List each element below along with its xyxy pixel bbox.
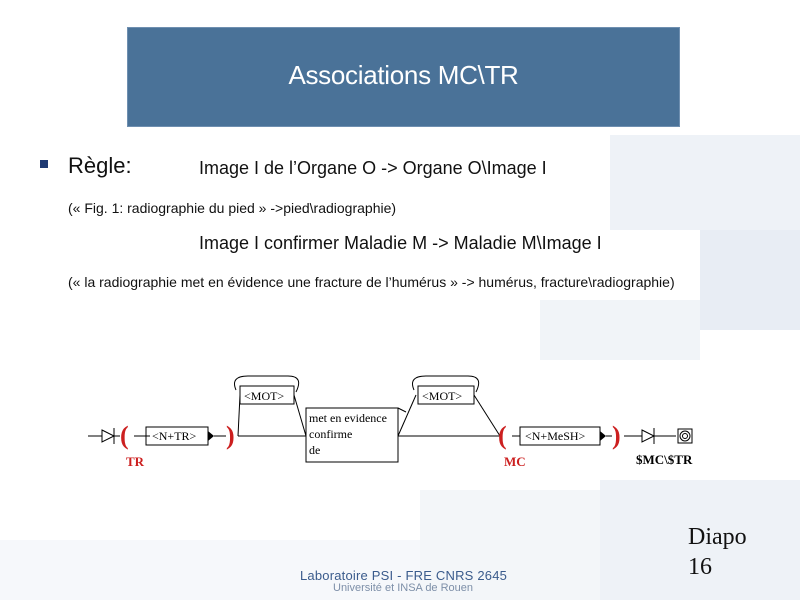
box-line-3: de <box>309 443 321 457</box>
node-mot-1: <MOT> <box>244 389 285 403</box>
rule-line-2: Image I confirmer Maladie M -> Maladie M\Image I <box>199 233 602 253</box>
grammar-graph <box>80 360 707 478</box>
bg-square <box>700 230 800 330</box>
final-state-icon <box>678 429 692 443</box>
example-line-1: (« Fig. 1: radiographie du pied » ->pied\radiographie) <box>68 200 397 216</box>
paren-close-tr: ) <box>226 421 235 450</box>
slide-counter <box>688 522 747 582</box>
output-label: $MC\$TR <box>636 452 693 467</box>
node-n-tr: <N+TR> <box>152 429 197 443</box>
paren-open-tr: ( <box>120 421 129 450</box>
box-line-1: met en evidence <box>309 411 387 425</box>
slide-counter-number: 16 <box>688 554 712 580</box>
output-arrow-icon <box>642 428 654 444</box>
label-tr: TR <box>126 454 145 469</box>
rule-label: Règle: <box>68 153 132 178</box>
footer-lab: Laboratoire PSI - FRE CNRS 2645 <box>300 568 508 583</box>
slide-title: Associations MC\TR <box>288 60 519 90</box>
entry-node-icon <box>88 428 120 444</box>
rule-line-1: Image I de l’Organe O -> Organe O\Image I <box>199 158 547 178</box>
node-n-mesh: <N+MeSH> <box>525 429 586 443</box>
title-band <box>127 27 680 127</box>
bullet-square-icon <box>40 160 48 168</box>
slide-counter-label: Diapo <box>688 524 747 550</box>
node-mot-2: <MOT> <box>422 389 463 403</box>
footer-university: Université et INSA de Rouen <box>333 582 474 594</box>
bg-square <box>610 135 800 230</box>
box-line-2: confirme <box>309 427 353 441</box>
paren-open-mc: ( <box>498 421 507 450</box>
label-mc: MC <box>504 454 526 469</box>
paren-close-mc: ) <box>612 421 621 450</box>
example-line-2: (« la radiographie met en évidence une fracture de l’humérus » -> humérus, fracture\radiographie) <box>68 274 675 290</box>
grammar-graph-svg <box>80 360 707 478</box>
bg-square <box>540 300 700 360</box>
